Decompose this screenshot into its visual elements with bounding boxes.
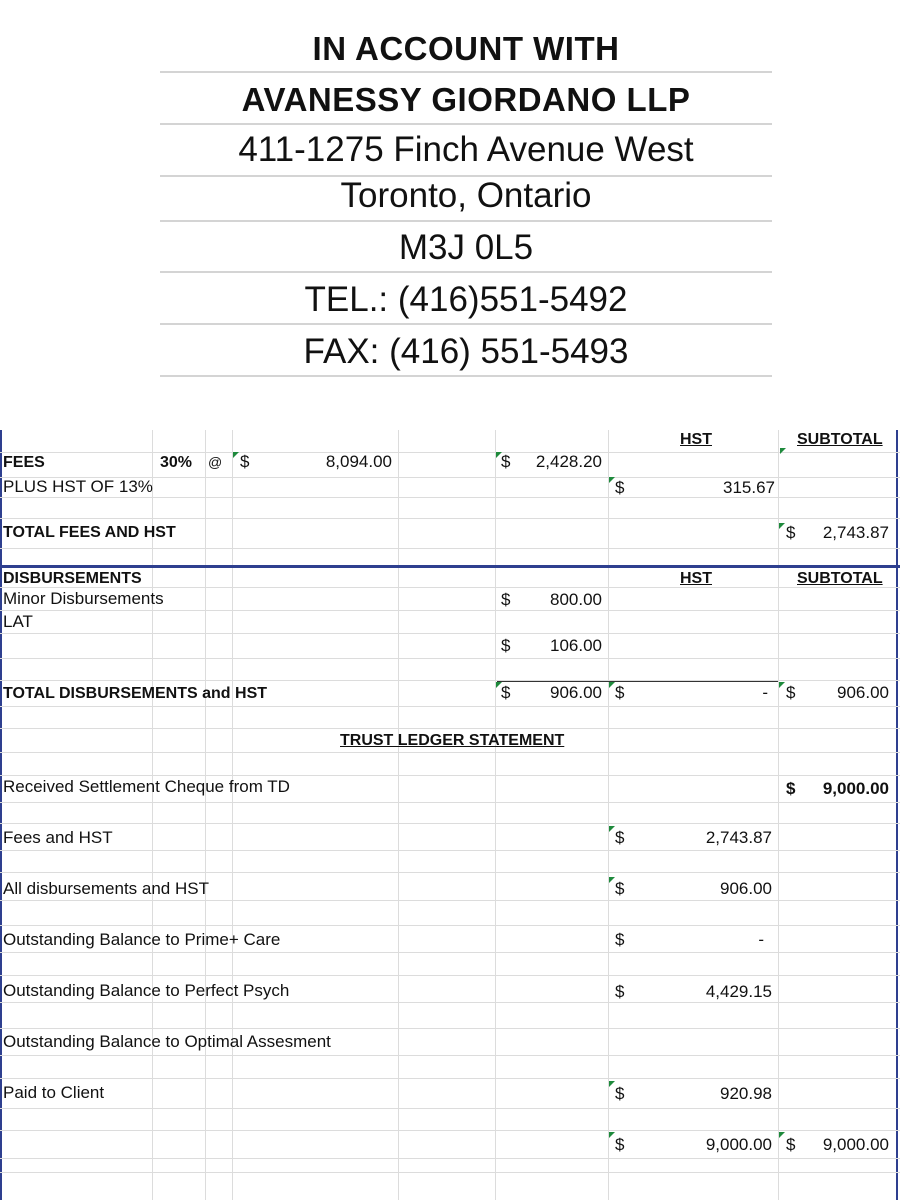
total-disb-dollar: $ [501, 683, 511, 702]
total-disb-hst-dollar: $ [615, 683, 625, 702]
trust-row-label: Fees and HST [3, 828, 113, 847]
received-dollar: $ [786, 779, 796, 798]
total-disb-subtotal: 906.00 [837, 683, 889, 702]
trust-row-amount: 4,429.15 [705, 982, 772, 1001]
fees-amount: 2,428.20 [535, 452, 602, 471]
lat-amount: 106.00 [550, 636, 602, 655]
trust-row-dollar: $ [615, 828, 625, 847]
total-disb-amount: 906.00 [550, 683, 602, 702]
hst-amount: 315.67 [723, 478, 775, 497]
firm-postal-code: M3J 0L5 [398, 228, 534, 267]
firm-telephone: TEL.: (416)551-5492 [304, 280, 628, 319]
total-fees-dollar: $ [786, 523, 796, 542]
at-sign: @ [208, 454, 223, 470]
fees-percentage: 30% [160, 454, 193, 471]
disbursements-label: DISBURSEMENTS [3, 570, 142, 587]
minor-dollar: $ [501, 590, 511, 609]
trust-row-dollar: $ [615, 982, 625, 1001]
fees-base-dollar: $ [240, 452, 250, 471]
minor-disbursements-label: Minor Disbursements [3, 589, 164, 608]
trust-row-label: All disbursements and HST [3, 879, 209, 898]
trust-row-label: Outstanding Balance to Prime+ Care [3, 930, 281, 949]
trust-row-dollar: $ [615, 930, 625, 949]
total-disb-hst: - [762, 683, 768, 702]
total-fees-amount: 2,743.87 [822, 523, 889, 542]
total-disbursements-label: TOTAL DISBURSEMENTS and HST [3, 685, 268, 702]
account-spreadsheet [0, 430, 900, 1200]
trust-row-label: Outstanding Balance to Optimal Assesment [3, 1032, 331, 1051]
fees-subtotal-header: SUBTOTAL [797, 431, 883, 448]
final-total-dollar: $ [615, 1135, 625, 1154]
trust-row-amount: 2,743.87 [705, 828, 772, 847]
received-settlement-label: Received Settlement Cheque from TD [3, 777, 290, 796]
final-subtotal-amount: 9,000.00 [822, 1135, 889, 1154]
firm-address: 411-1275 Finch Avenue West [238, 130, 694, 169]
fees-hst-header: HST [680, 431, 712, 448]
trust-row-amount: 906.00 [720, 879, 772, 898]
total-disb-subtotal-dollar: $ [786, 683, 796, 702]
trust-row-amount: 920.98 [720, 1084, 772, 1103]
lat-label: LAT [3, 612, 33, 631]
lat-dollar: $ [501, 636, 511, 655]
received-amount: 9,000.00 [822, 779, 889, 798]
disb-hst-header: HST [680, 570, 712, 587]
fees-amount-dollar: $ [501, 452, 511, 471]
fees-base-amount: 8,094.00 [325, 452, 392, 471]
trust-row-dollar: $ [615, 1084, 625, 1103]
minor-amount: 800.00 [550, 590, 602, 609]
firm-name: AVANESSY GIORDANO LLP [241, 81, 691, 118]
disb-subtotal-header: SUBTOTAL [797, 570, 883, 587]
trust-ledger-title: TRUST LEDGER STATEMENT [340, 732, 565, 749]
trust-row-dollar: $ [615, 879, 625, 898]
plus-hst-label: PLUS HST OF 13% [3, 477, 153, 496]
letterhead-title: IN ACCOUNT WITH [312, 30, 620, 67]
firm-city: Toronto, Ontario [340, 176, 592, 215]
firm-fax: FAX: (416) 551-5493 [303, 332, 629, 371]
fees-label: FEES [3, 454, 45, 471]
final-subtotal-dollar: $ [786, 1135, 796, 1154]
hst-dollar: $ [615, 478, 625, 497]
trust-row-label: Outstanding Balance to Perfect Psych [3, 981, 290, 1000]
final-total-amount: 9,000.00 [705, 1135, 772, 1154]
trust-row-label: Paid to Client [3, 1083, 105, 1102]
total-fees-label: TOTAL FEES AND HST [3, 524, 176, 541]
trust-row-amount: - [758, 930, 764, 949]
